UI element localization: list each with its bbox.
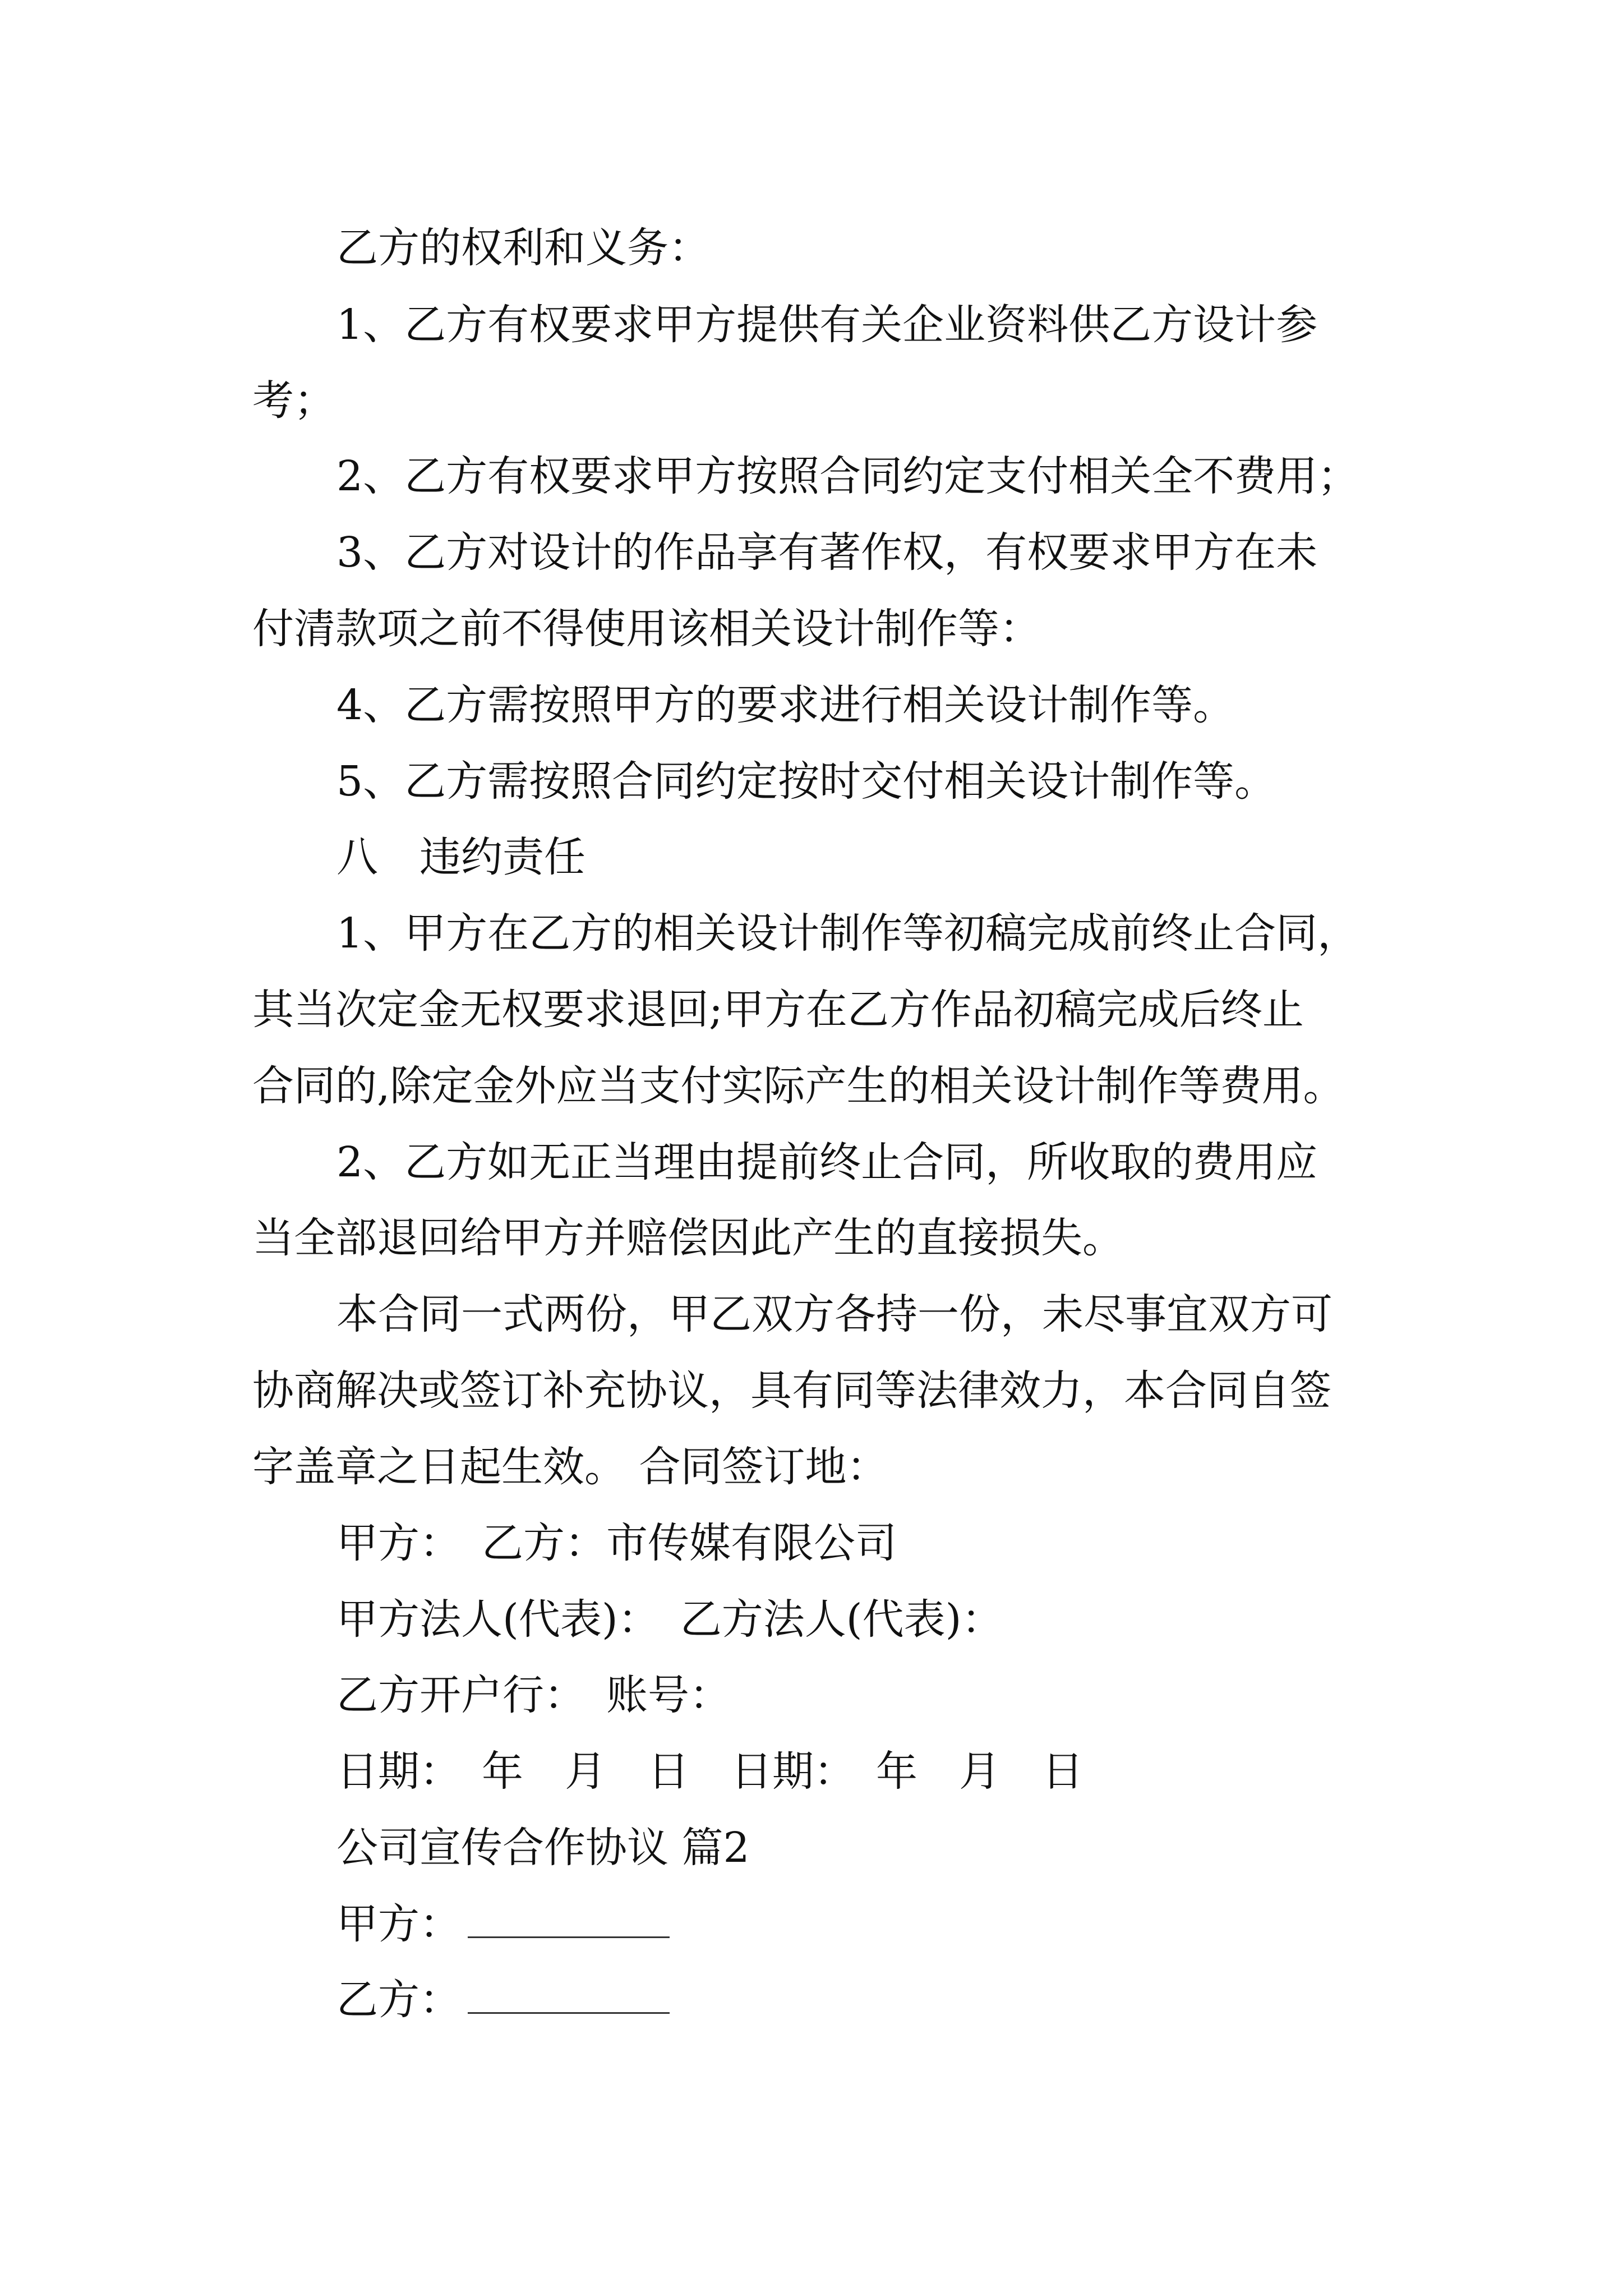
signature-representative-line: 甲方法人(代表)： 乙方法人(代表)： — [336, 1595, 1003, 1644]
text-line: 2、乙方有权要求甲方按照合同约定支付相关全不费用； — [336, 452, 1359, 500]
party-a-blank — [468, 1934, 670, 1938]
text-line: 其当次定金无权要求退回;甲方在乙方作品初稿完成后终止 — [252, 986, 1304, 1034]
signature-party-line: 甲方： 乙方：市传媒有限公司 — [336, 1519, 897, 1567]
text-line: 字盖章之日起生效。 合同签订地： — [252, 1443, 888, 1491]
text-line: 乙方的权利和义务： — [336, 224, 710, 272]
text-line: 本合同一式两份，甲乙双方各持一份，未尽事宜双方可 — [336, 1290, 1332, 1338]
text-line: 付清款项之前不得使用该相关设计制作等： — [252, 605, 1041, 653]
text-line: 5、乙方需按照合同约定按时交付相关设计制作等。 — [336, 757, 1276, 806]
date-line: 日期： 年 月 日 日期： 年 月 日 — [336, 1747, 1083, 1796]
text-line: 4、乙方需按照甲方的要求进行相关设计制作等。 — [336, 681, 1235, 729]
text-line: 当全部退回给甲方并赔偿因此产生的直接损失。 — [252, 1214, 1124, 1262]
party-b-blank — [468, 2010, 670, 2014]
text-line: 1、甲方在乙方的相关设计制作等初稿完成前终止合同， — [336, 909, 1359, 958]
text-line: 2、乙方如无正当理由提前终止合同，所收取的费用应 — [336, 1138, 1318, 1186]
party-b-label: 乙方： — [336, 1976, 461, 2024]
text-line: 考； — [252, 376, 335, 425]
party-b-field — [336, 1976, 670, 2024]
bank-account-line: 乙方开户行： 账号： — [336, 1671, 731, 1719]
text-line: 合同的,除定金外应当支付实际产生的相关设计制作等费用。 — [252, 1062, 1345, 1110]
section-heading: 八 违约责任 — [336, 833, 585, 881]
party-a-label: 甲方： — [336, 1900, 461, 1948]
text-line: 3、乙方对设计的作品享有著作权，有权要求甲方在未 — [336, 528, 1318, 577]
text-line: 1、乙方有权要求甲方提供有关企业资料供乙方设计参 — [336, 301, 1318, 349]
agreement-title: 公司宣传合作协议 篇2 — [336, 1824, 750, 1872]
party-a-field — [336, 1900, 670, 1948]
text-line: 协商解决或签订补充协议，具有同等法律效力，本合同自签 — [252, 1366, 1331, 1415]
